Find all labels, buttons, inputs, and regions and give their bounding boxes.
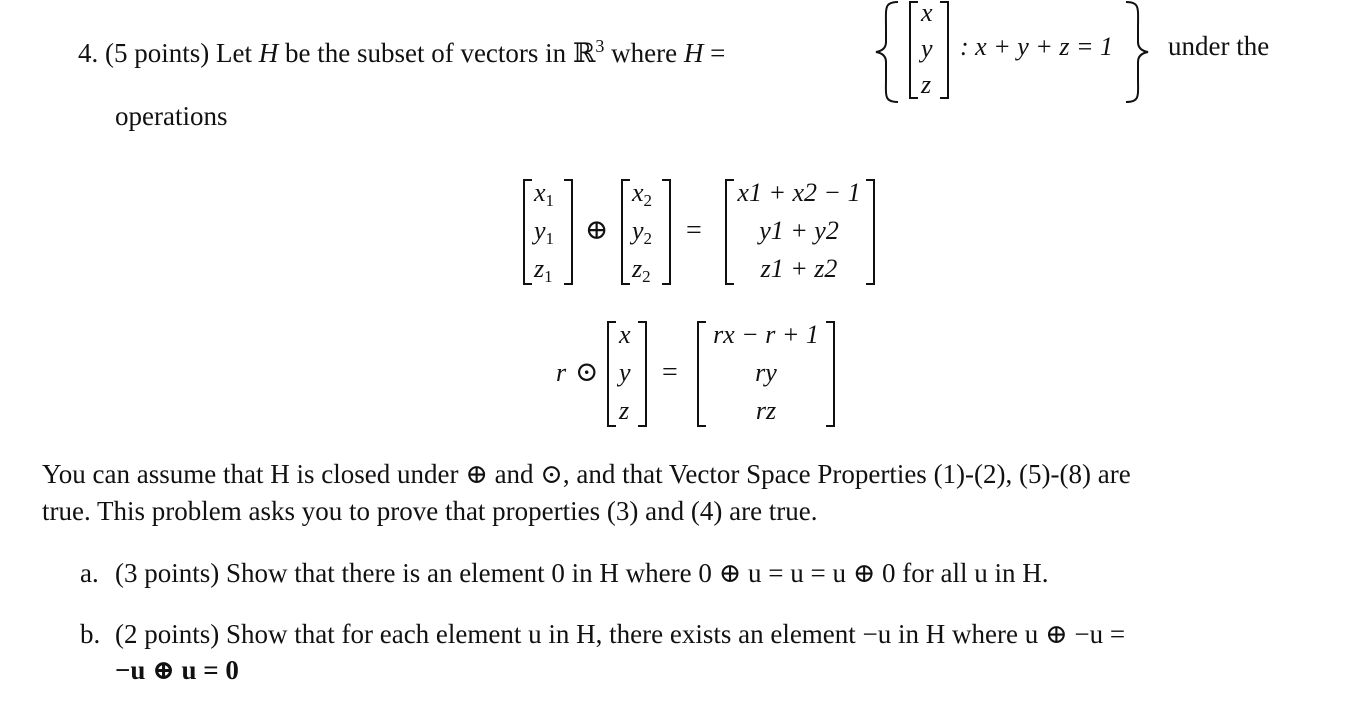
set-condition: : x + y + z = 1 xyxy=(960,32,1113,61)
add-result-right-bracket xyxy=(860,178,880,288)
scalar-y: y xyxy=(619,358,631,387)
real-space-symbol: ℝ$^3$ xyxy=(572,36,605,68)
problem-points: (5 points) xyxy=(105,38,210,68)
part-b-line-1: (2 points) Show that for each element u in H, there exists an element −u in H where u ⊕ −u = xyxy=(115,619,1126,649)
add-equals: = xyxy=(686,215,702,246)
set-z: z xyxy=(921,70,932,99)
add-x2: $x_2$ xyxy=(632,178,653,210)
part-b-label: b. xyxy=(80,619,101,649)
oplus-symbol: ⊕ xyxy=(585,215,609,246)
add-vec1-right-bracket xyxy=(558,178,578,288)
problem-number: 4. xyxy=(78,38,99,68)
scalar-x: x xyxy=(619,320,631,349)
part-a-text: (3 points) Show that there is an element 0 in H where 0 ⊕ u = u = u ⊕ 0 for all u in H. xyxy=(115,558,1049,588)
add-x1: $x_1$ xyxy=(534,178,555,210)
add-vec2-right-bracket xyxy=(656,178,676,288)
odot-symbol: ⊙ xyxy=(575,357,599,388)
set-y: y xyxy=(921,34,933,63)
set-vector-right-bracket xyxy=(934,0,954,100)
scalar-result-right-bracket xyxy=(820,320,840,430)
add-result-row2: y1 + y2 xyxy=(759,216,839,245)
operations-text: operations xyxy=(115,101,228,131)
part-a-label: a. xyxy=(80,558,99,588)
add-result-row1: x1 + x2 − 1 xyxy=(737,178,861,207)
scalar-z: z xyxy=(619,396,630,425)
assumption-line-1: You can assume that H is closed under ⊕ and ⊙, and that Vector Space Properties (1)-(2), (5)-(8) are xyxy=(42,459,1131,489)
scalar-r: r xyxy=(556,358,567,387)
under-the-text: under the xyxy=(1168,31,1270,61)
set-right-brace xyxy=(1120,0,1160,108)
part-b-line-2: −u ⊕ u = 0 xyxy=(115,655,239,685)
set-x: x xyxy=(921,0,933,27)
add-z1: $z_1$ xyxy=(534,254,553,286)
set-left-brace xyxy=(870,0,910,108)
assumption-line-2: true. This problem asks you to prove that properties (3) and (4) are true. xyxy=(42,496,818,526)
add-z2: $z_2$ xyxy=(632,254,651,286)
add-y1: $y_1$ xyxy=(534,216,555,248)
problem-intro: 4. (5 points) Let H be the subset of vectors in ℝ$^3$ where H = xyxy=(78,36,726,68)
scalar-result-row1: rx − r + 1 xyxy=(713,320,819,349)
scalar-result-row3: rz xyxy=(755,396,777,425)
add-result-row3: z1 + z2 xyxy=(760,254,838,283)
scalar-vec-right-bracket xyxy=(632,320,652,430)
scalar-equals: = xyxy=(662,357,678,388)
add-y2: $y_2$ xyxy=(632,216,653,248)
scalar-result-row2: ry xyxy=(755,358,777,387)
